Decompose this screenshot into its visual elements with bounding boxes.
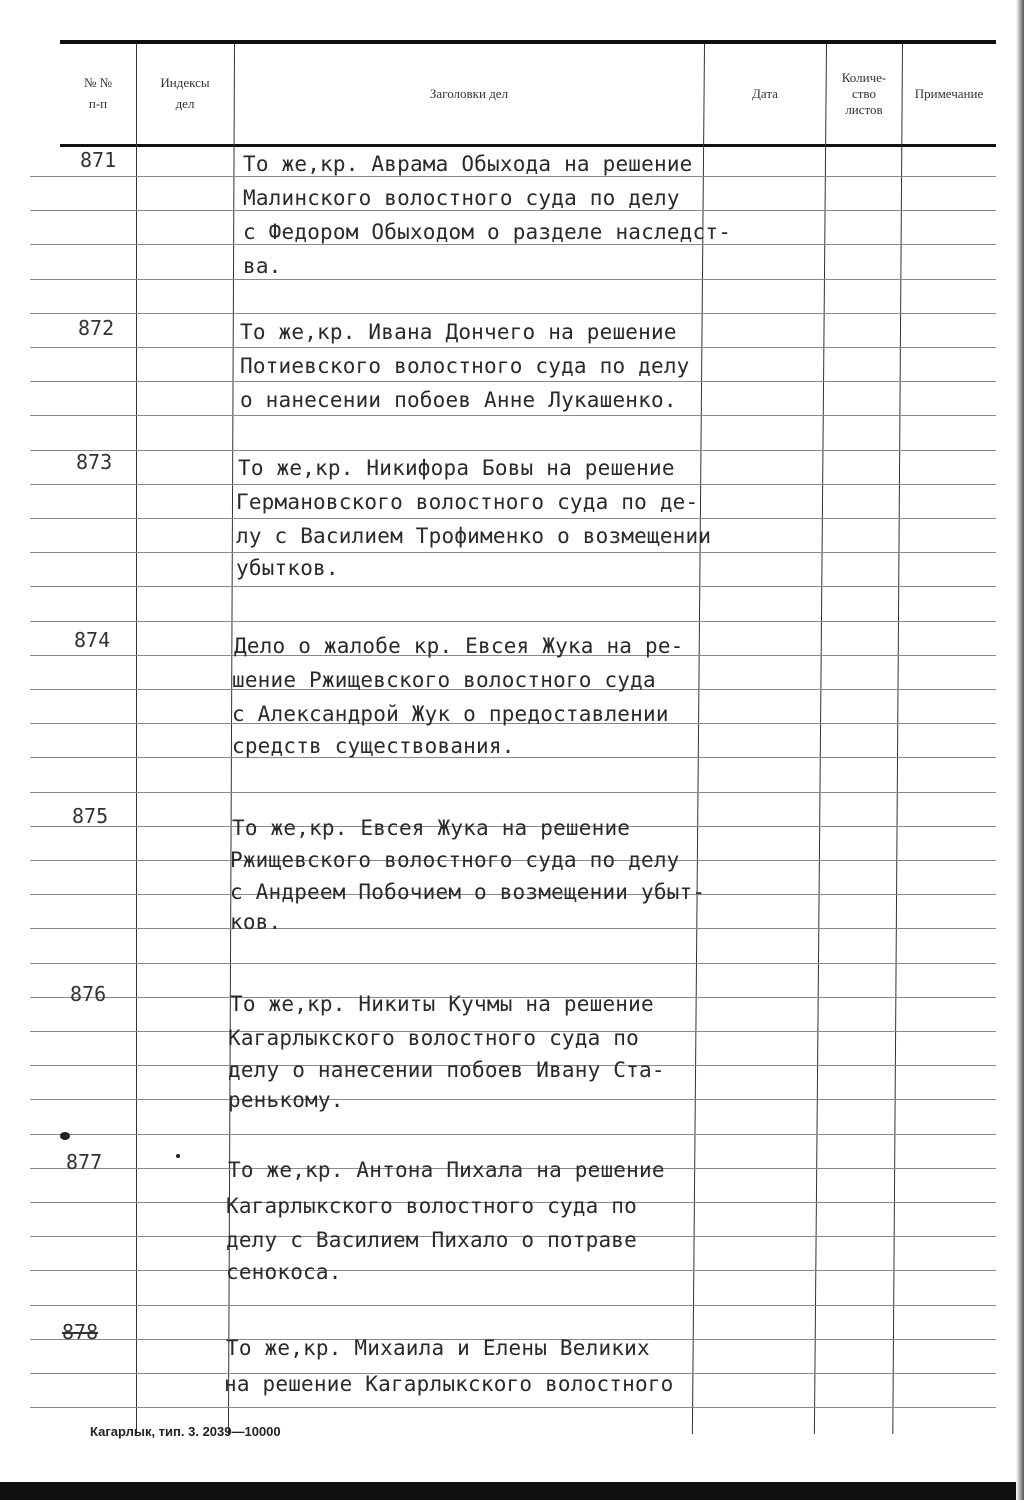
header-index-line2: дел <box>175 96 195 111</box>
entry-text-line: с Александрой Жук о предоставлении <box>232 702 669 726</box>
ruled-line <box>30 963 996 964</box>
ruled-line <box>30 347 996 348</box>
scan-right-edge <box>1016 0 1024 1500</box>
entry-text-line: Кагарлыкского волостного суда по <box>228 1026 639 1050</box>
entry-text-line: То же,кр. Аврама Обыхода на решение <box>243 152 693 176</box>
ruled-line <box>30 1099 996 1100</box>
entry-text-line: на решение Кагарлыкского волостного <box>224 1372 674 1396</box>
entry-text-line: Дело о жалобе кр. Евсея Жука на ре- <box>234 634 684 658</box>
entry-text-line: То же,кр. Евсея Жука на решение <box>232 816 631 840</box>
ruled-line <box>30 621 996 622</box>
ruled-line <box>30 1270 996 1271</box>
ruled-line <box>30 484 996 485</box>
ruled-line <box>30 1134 996 1135</box>
ruled-line <box>30 279 996 280</box>
header-date-label: Дата <box>752 85 778 101</box>
entry-text-line: средств существования. <box>232 734 515 758</box>
header-notes-label: Примечание <box>914 85 984 101</box>
ruled-line <box>30 415 996 416</box>
header-index <box>136 44 234 144</box>
entry-text-line: Ржищевского волостного суда по делу <box>230 848 680 872</box>
entry-number: 872 <box>78 316 115 340</box>
ruled-line <box>30 928 996 929</box>
ruled-line <box>30 450 996 451</box>
ink-speck <box>176 1154 180 1158</box>
entry-number: 875 <box>72 804 109 828</box>
header-number <box>60 44 136 144</box>
entry-number: 871 <box>80 148 117 172</box>
entry-text-line: убытков. <box>236 556 339 580</box>
entry-text-line: сенокоса. <box>226 1260 342 1284</box>
ruled-line <box>30 792 996 793</box>
column-rule <box>814 44 827 1434</box>
ink-speck <box>60 1132 70 1140</box>
entry-text-line: То же,кр. Ивана Дончего на решение <box>240 320 677 344</box>
entry-text-line: То же,кр. Никиты Кучмы на решение <box>230 992 654 1016</box>
header-count-line1: Количе- <box>841 69 887 85</box>
header-index-line1: Индексы <box>160 75 210 91</box>
entry-number: 873 <box>76 450 113 474</box>
entry-text-line: ренькому. <box>228 1088 344 1112</box>
entry-text-line: Малинского волостного суда по делу <box>243 186 680 210</box>
entry-text-line: Германовского волостного суда по де- <box>236 490 699 514</box>
column-rule <box>892 44 903 1434</box>
column-rule <box>136 44 137 1434</box>
header-notes <box>902 44 996 144</box>
column-rule <box>692 44 705 1434</box>
entry-text-line: ва. <box>243 254 282 278</box>
table-header <box>60 40 996 147</box>
ruled-line <box>30 381 996 382</box>
header-number-line2: п-п <box>88 96 108 111</box>
entry-text-line: ков. <box>230 910 282 934</box>
entry-number: 874 <box>74 628 111 652</box>
ruled-line <box>30 552 996 553</box>
entry-text-line: То же,кр. Антона Пихала на решение <box>228 1158 665 1182</box>
entry-text-line: с Федором Обыходом о разделе наследст- <box>243 220 732 244</box>
ruled-line <box>30 586 996 587</box>
ruled-line <box>30 244 996 245</box>
entry-text-line: о нанесении побоев Анне Лукашенко. <box>240 388 677 412</box>
entry-text-line: делу о нанесении побоев Ивану Ста- <box>228 1058 665 1082</box>
ruled-line <box>30 210 996 211</box>
ruled-line <box>30 313 996 314</box>
entry-text-line: То же,кр. Никифора Бовы на решение <box>238 456 675 480</box>
entry-number: 877 <box>66 1150 103 1174</box>
header-count-line3: листов <box>845 102 883 118</box>
entry-text-line: с Андреем Побочием о возмещении убыт- <box>230 880 706 904</box>
header-count <box>826 44 902 144</box>
ruled-line <box>30 518 996 519</box>
entry-text-line: делу с Василием Пихало о потраве <box>226 1228 637 1252</box>
header-date <box>704 44 826 144</box>
ruled-line <box>30 176 996 177</box>
header-titles <box>234 44 704 144</box>
scan-bottom-edge <box>0 1482 1024 1500</box>
printer-imprint: Кагарлык, тип. 3. 2039—10000 <box>90 1424 281 1439</box>
entry-text-line: Кагарлыкского волостного суда по <box>226 1194 637 1218</box>
ruled-line <box>30 1305 996 1306</box>
entry-number: 876 <box>70 982 107 1006</box>
entry-text-line: То же,кр. Михаила и Елены Великих <box>226 1336 650 1360</box>
ruled-line <box>30 1407 996 1408</box>
header-titles-label: Заголовки дел <box>429 85 509 101</box>
entry-text-line: шение Ржищевского волостного суда <box>232 668 656 692</box>
entry-number: 878 <box>62 1320 99 1344</box>
entry-text-line: лу с Василием Трофименко о возмещении <box>236 524 712 548</box>
header-number-line1: № № <box>83 75 113 91</box>
entry-text-line: Потиевского волостного суда по делу <box>240 354 690 378</box>
header-count-line2: ство <box>851 85 876 101</box>
